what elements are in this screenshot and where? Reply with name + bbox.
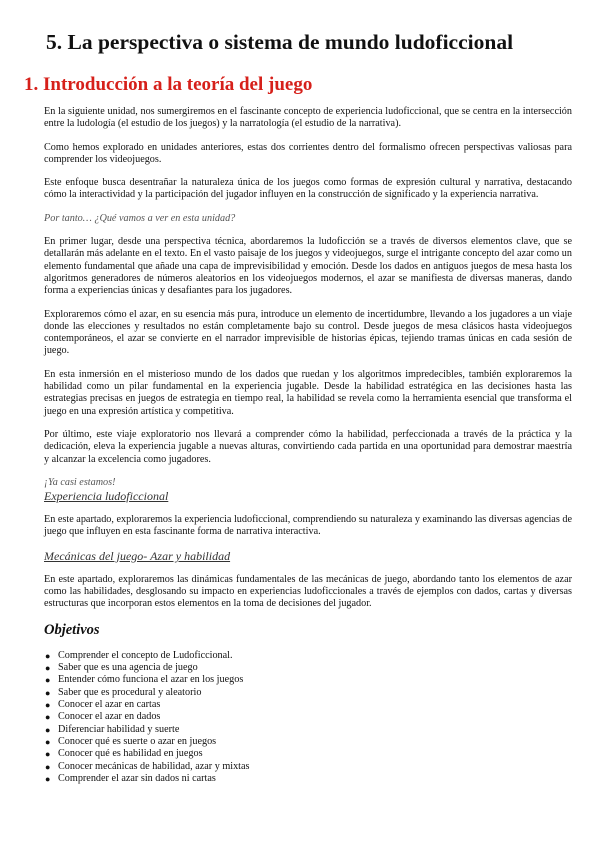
content-paragraph-2: Exploraremos cómo el azar, en su esencia más pura, introduce un elemento de incertidumbre, llevando a los jugadores a un viaje donde las elecciones y resultados no están completamente bajo su control. Desde juegos de mesa clásicos hasta videojuegos contemporáneos, el azar se convierte en el narrador imprevisible de historias épicas, tejiendo tramas únicas en cada sesión de juego. bbox=[44, 308, 572, 357]
objectives-list bbox=[44, 650, 572, 786]
objective-item: ● Saber que es una agencia de juego bbox=[45, 661, 198, 673]
subsection-experience bbox=[44, 490, 572, 539]
objective-item: ● Diferenciar habilidad y suerte bbox=[45, 723, 180, 735]
document-title: 5. La perspectiva o sistema de mundo ludoficcional bbox=[46, 30, 514, 54]
intro-paragraph-1: En la siguiente unidad, nos sumergiremos en el fascinante concepto de experiencia ludoficcional, que se centra en la intersección entre la ludología (el estudio de los juegos) y la narratología (el estudio de la narrativa). bbox=[44, 106, 572, 130]
objective-item: ● Comprender el concepto de Ludoficcional. bbox=[45, 649, 233, 661]
objective-item: ● Conocer qué es suerte o azar en juegos bbox=[45, 736, 217, 748]
subsection-heading: Experiencia ludoficcional bbox=[44, 489, 169, 504]
bullet-icon: ● bbox=[45, 699, 51, 710]
subsection-mechanics bbox=[44, 550, 572, 611]
intro-paragraph-3: Este enfoque busca desentrañar la naturaleza única de los juegos como formas de expresión cultural y narrativa, destacando cómo la interactividad y la participación del jugador influyen en la construcción de significado y la experiencia narrativa. bbox=[44, 177, 572, 201]
objectives-heading: Objetivos bbox=[44, 621, 100, 638]
section-title: 1. Introducción a la teoría del juego bbox=[24, 74, 313, 95]
objective-item: ● Conocer qué es habilidad en juegos bbox=[45, 748, 203, 760]
almost-there-text: ¡Ya casi estamos! bbox=[44, 476, 116, 488]
bullet-icon: ● bbox=[45, 675, 51, 686]
bullet-icon: ● bbox=[45, 650, 51, 661]
subsection-heading: Mecánicas del juego- Azar y habilidad bbox=[44, 548, 231, 563]
subsection-text: En este apartado, exploraremos la experiencia ludoficcional, comprendiendo su naturaleza y examinando las diversas agencias de juego que influyen en esta fascinante forma de narrativa interactiva. bbox=[44, 514, 572, 538]
objective-item: ● Conocer el azar en cartas bbox=[45, 698, 161, 710]
bullet-icon: ● bbox=[45, 662, 51, 673]
bullet-icon: ● bbox=[45, 687, 51, 698]
unit-question: Por tanto… ¿Qué vamos a ver en esta unidad? bbox=[44, 212, 236, 224]
objective-item: ● Saber que es procedural y aleatorio bbox=[45, 686, 202, 698]
content-paragraph-4: Por último, este viaje exploratorio nos llevará a comprender cómo la habilidad, perfeccionada a través de la práctica y la dedicación, eleva la experiencia jugable a nuevas alturas, convirtiendo cada partida en una oportunidad para demostrar maestría y alcanzar la excelencia como jugadores. bbox=[44, 428, 572, 465]
document-body bbox=[44, 106, 572, 785]
subsection-text: En este apartado, exploraremos las dinámicas fundamentales de las mecánicas de juego, abordando tanto los elementos de azar como las habilidades, desglosando su impacto en experiencias ludoficcionales a través de ejemplos con dados, cartas y diversas estructuras que incorporan estos elementos en la toma de decisiones del jugador. bbox=[44, 573, 572, 610]
objective-item: ● Entender cómo funciona el azar en los juegos bbox=[45, 674, 244, 686]
objective-item: ● Conocer mecánicas de habilidad, azar y mixtas bbox=[45, 760, 250, 772]
bullet-icon: ● bbox=[45, 749, 51, 760]
content-paragraph-3: En esta inmersión en el misterioso mundo de los dados que ruedan y los algoritmos impredecibles, también exploraremos la habilidad como un pilar fundamental en la experiencia jugable. Desde la habilidad estratégica en las decisiones hasta las estrategias precisas en juegos de estrategia en tiempo real, la habilidad se revela como la herramienta esencial que transforma el juego en una expresión artística y competitiva. bbox=[44, 368, 572, 417]
bullet-icon: ● bbox=[45, 724, 51, 735]
bullet-icon: ● bbox=[45, 761, 51, 772]
bullet-icon: ● bbox=[45, 737, 51, 748]
objective-item: ● Conocer el azar en dados bbox=[45, 711, 161, 723]
objective-item: ● Comprender el azar sin dados ni cartas bbox=[45, 773, 216, 785]
bullet-icon: ● bbox=[45, 774, 51, 785]
bullet-icon: ● bbox=[45, 712, 51, 723]
intro-paragraph-2: Como hemos explorado en unidades anteriores, estas dos corrientes dentro del formalismo ofrecen perspectivas valiosas para comprender los videojuegos. bbox=[44, 141, 572, 165]
content-paragraph-1: En primer lugar, desde una perspectiva técnica, abordaremos la ludoficción se a través de diversos elementos clave, que se detallarán más adelante en el texto. En el vasto paisaje de los juegos y videojuegos, surge el intrigante concepto del azar como un elemento fundamental que añade una capa de imprevisibilidad y emoción. Desde los dados en antiguos juegos de mesa hasta los algoritmos generadores de números aleatorios en los videojuegos modernos, el azar se manifiesta de diversas maneras, dando forma a experiencias únicas y desafiantes para los jugadores. bbox=[44, 236, 572, 297]
